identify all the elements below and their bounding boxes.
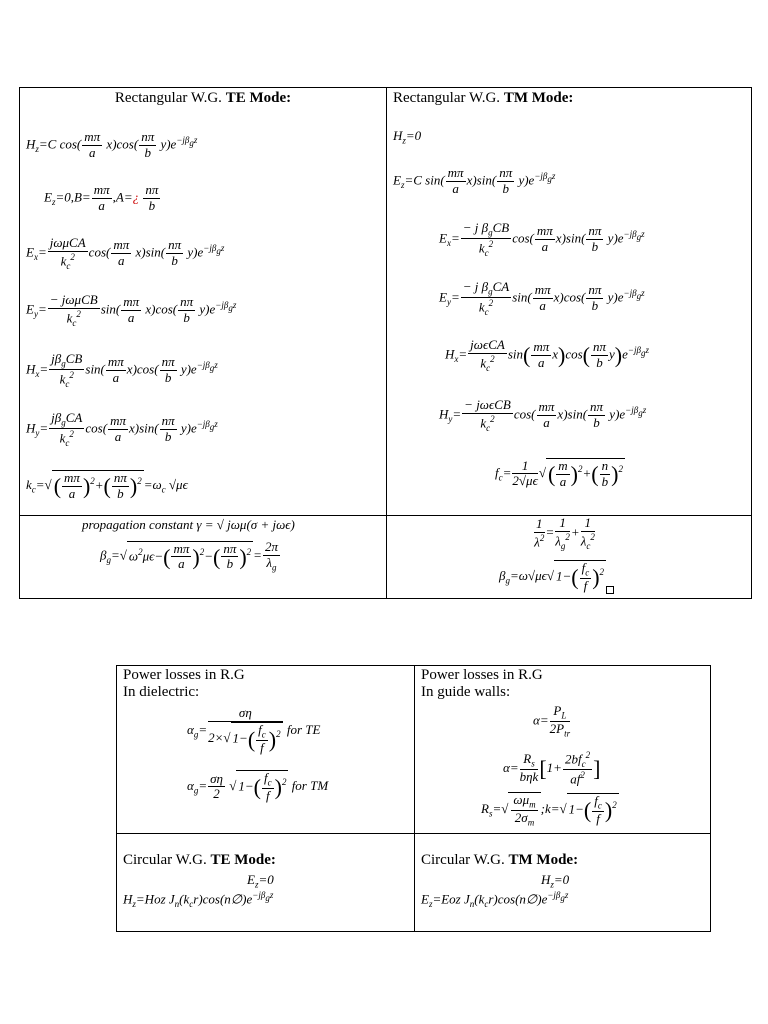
dielectric-loss-cell <box>117 666 415 834</box>
tm-mode-heading: Rectangular W.G. TM Mode: <box>393 90 574 106</box>
circular-tm-heading: Circular W.G. TM Mode: <box>421 852 579 868</box>
tm-fc-equation: $f_c=$ $\frac{1}{2√\mu\epsilon}$ √( $\frac{m}{a}$ )$^2$+( $\frac{n}{b}$ )$^2$ <box>495 457 623 489</box>
te-mode-heading: Rectangular W.G. TE Mode: <box>114 90 292 106</box>
te-ez-equation: $E_z=0,B=$ $\frac{m\pi}{a}$ ,A=¿ $\frac{n\pi}{b}$ <box>44 182 159 213</box>
alpha-pl-equation: α= $\frac{P_L}{2P_{tr}}$ <box>533 703 571 739</box>
placeholder-box-icon <box>606 586 614 594</box>
circular-tm-hz-equation: $H_z=0$ <box>541 872 570 890</box>
te-ey-equation: $E_y=$ $\frac{\text{− jωμCB}}{k_c^2}$ sin( $\frac{m\pi}{a}$ x)cos( $\frac{n\pi}{b}$ $y)e^{-j\beta_gz}$ <box>26 292 237 328</box>
circular-te-hz-equation: $H_z=Hoz$ $J_n(k_cr)\cos(n\emptyset)e^{-j\beta_gz}$ <box>123 890 274 909</box>
circular-te-cell <box>117 834 415 932</box>
rect-waveguide-table <box>19 87 752 599</box>
wall-loss-cell <box>415 666 711 834</box>
propagation-cell <box>20 516 387 599</box>
te-mode-cell <box>20 88 387 516</box>
rs-k-equation: $R_s=√$ $\frac{\omega\mu_m}{2\sigma_m}$ ;k=√ 1−( $\frac{f_c}{f}$ )$^2$ <box>481 792 617 828</box>
beta-g-frequency-equation: $\beta_g=\omega√\mu\epsilon√$ 1−( $\frac{f_c}{f}$ )$^2$ <box>499 560 614 594</box>
tm-hz-equation: $H_z=0$ <box>393 128 422 146</box>
beta-g-equation: $\beta_g=√$ $\omega^2\mu\epsilon-$( $\frac{m\pi}{a}$ )$^2$−( $\frac{n\pi}{b}$ )$^2$ = $\frac{2\pi}{\lambda_g}$ <box>100 539 278 573</box>
circular-te-heading: Circular W.G. TE Mode: <box>123 852 276 868</box>
propagation-constant-equation: propagation constant γ = √ jωμ(σ + jωϵ) <box>82 517 295 532</box>
circular-tm-ez-equation: $E_z=Eoz$ $J_n(k_cr)\cos(n\emptyset)e^{-j\beta_gz}$ <box>421 890 569 909</box>
power-losses-table <box>116 665 711 932</box>
te-kc-equation: $k_c=√$( $\frac{m\pi}{a}$ )$^2$+( $\frac{n\pi}{b}$ )$^2 =\omega_c$ √μϵ <box>26 470 188 501</box>
te-ex-equation: $E_x=$ $\frac{\text{jωμCA}}{k_c^2}$ cos( $\frac{m\pi}{a}$ x)sin( $\frac{n\pi}{b}$ $y)e^{-j\beta_gz}$ <box>26 235 225 271</box>
tm-ex-equation: $E_x=$ $\frac{- j \beta_gCB}{k_c^2}$ cos( $\frac{m\pi}{a}$ x)sin( $\frac{n\pi}{b}$ $y)e^{-j\beta_gz}$ <box>439 220 645 258</box>
circular-tm-cell <box>415 834 711 932</box>
circular-te-ez-equation: $E_z=0$ <box>247 872 274 890</box>
tm-hx-equation: $H_x=$ $\frac{\text{jωϵCA}}{k_c^2}$ sin( $\frac{m\pi}{a}$ x)cos( $\frac{n\pi}{b}$ $y)e^{-j\beta_gz}$ <box>445 337 649 373</box>
te-hx-equation: $H_x=$ $\frac{j\beta_gCB}{k_c^2}$ sin( $\frac{m\pi}{a}$ x)cos( $\frac{n\pi}{b}$ $y)e^{-j\beta_gz}$ <box>26 351 218 389</box>
wavelength-relation-equation: $\frac{1}{\lambda^2}$ = $\frac{1}{\lambda_g^2}$ + $\frac{1}{\lambda_c^2}$ <box>534 515 595 551</box>
dielectric-loss-heading: Power losses in R.G In dielectric: <box>123 667 245 700</box>
tm-ez-equation: $E_z=C$ sin( $\frac{m\pi}{a}$ x)sin( $\frac{n\pi}{b}$ $y)e^{-j\beta_gz}$ <box>393 165 556 196</box>
alpha-g-tm-equation: $\alpha_g=$ $\frac{\sigma\eta}{2}$ √ 1−( $\frac{f_c}{f}$ )$^2$ for TM <box>187 770 329 803</box>
tm-ey-equation: $E_y=$ $\frac{- j \beta_gCA}{k_c^2}$ sin( $\frac{m\pi}{a}$ x)cos( $\frac{n\pi}{b}$ $y)e^{-j\beta_gz}$ <box>439 279 645 317</box>
alpha-rs-equation: α= $\frac{R_s}{\text{bηk}}$ [1+ $\frac{2bf_c^2}{af^2}$ ] <box>503 750 601 787</box>
wavelength-cell <box>387 516 752 599</box>
alpha-g-te-equation: $\alpha_g=$ ση 2×√ 1−( $\frac{f_c}{f}$ )$^2$ for TE <box>187 705 321 755</box>
tm-hy-equation: $H_y=$ $\frac{\text{− jωϵCB}}{k_c^2}$ cos( $\frac{m\pi}{a}$ x)sin( $\frac{n\pi}{b}$ $y)e^{-j\beta_gz}$ <box>439 397 647 433</box>
tm-mode-cell <box>387 88 752 516</box>
te-hz-equation: $H_z=C$ cos( $\frac{m\pi}{a}$ x)cos( $\frac{n\pi}{b}$ $y)e^{-j\beta_gz}$ <box>26 129 198 160</box>
te-hy-equation: $H_y=$ $\frac{j\beta_gCA}{k_c^2}$ cos( $\frac{m\pi}{a}$ x)sin( $\frac{n\pi}{b}$ $y)e^{-j\beta_gz}$ <box>26 410 218 448</box>
wall-loss-heading: Power losses in R.G In guide walls: <box>421 667 543 700</box>
